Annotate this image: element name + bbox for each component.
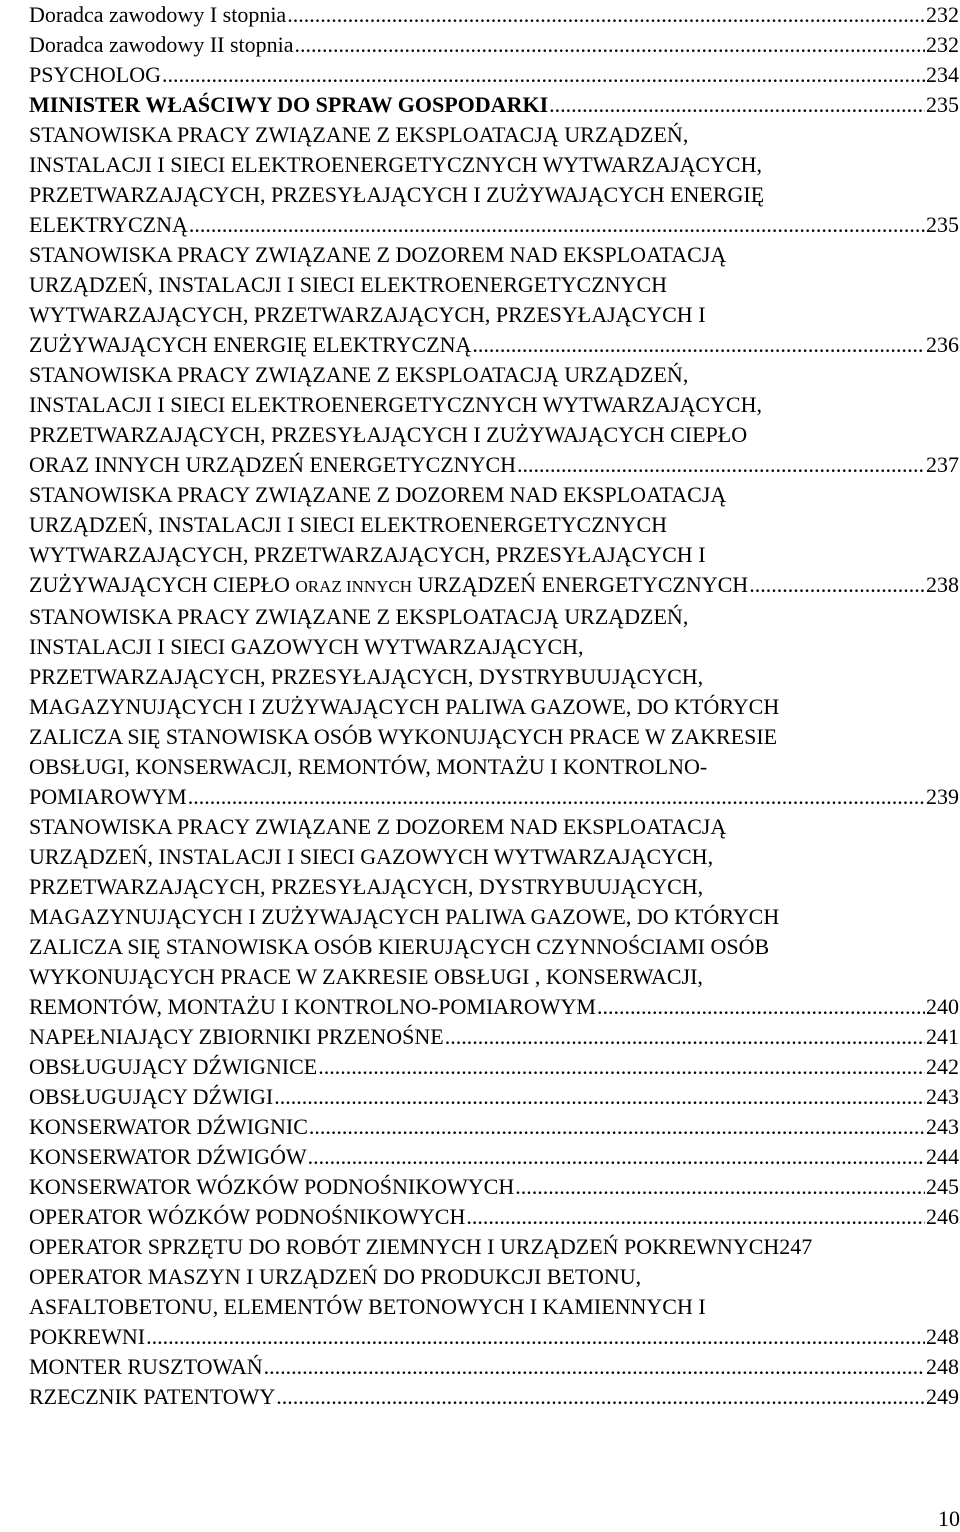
toc-entry-title: OPERATOR SPRZĘTU DO ROBÓT ZIEMNYCH I URZĄDZEŃ POKREWNYCH (29, 1234, 780, 1259)
toc-entry-line (29, 1232, 959, 1262)
toc-entry-title: PSYCHOLOG (29, 62, 162, 87)
toc-entry-text-line: STANOWISKA PRACY ZWIĄZANE Z EKSPLOATACJĄ URZĄDZEŃ, (29, 122, 689, 147)
dot-leader (162, 60, 925, 90)
toc-entry-title: ORAZ INNYCH URZĄDZEŃ ENERGETYCZNYCH (29, 452, 517, 477)
toc-entry-text-line: OBSŁUGI, KONSERWACJI, REMONTÓW, MONTAŻU I KONTROLNO- (29, 754, 708, 779)
toc-entry-title: OBSŁUGUJĄCY DŹWIGNICE (29, 1054, 318, 1079)
toc-entry-text-line: PRZETWARZAJĄCYCH, PRZESYŁAJĄCYCH I ZUŻYWAJĄCYCH CIEPŁO (29, 422, 748, 447)
toc-entry-line (29, 330, 959, 360)
toc-entry-title: POKREWNI (29, 1324, 146, 1349)
toc-entry-title: RZECZNIK PATENTOWY (29, 1384, 276, 1409)
toc-entry-text-line: URZĄDZEŃ, INSTALACJI I SIECI ELEKTROENERGETYCZNYCH (29, 512, 668, 537)
dot-leader (287, 0, 925, 30)
toc-entry-line (29, 782, 959, 812)
toc-entry[interactable] (29, 120, 959, 240)
dot-leader (445, 1022, 925, 1052)
toc-page-number: 246 (926, 1204, 959, 1229)
toc-entry-text-line: URZĄDZEŃ, INSTALACJI I SIECI ELEKTROENERGETYCZNYCH (29, 272, 668, 297)
toc-entry[interactable] (29, 0, 959, 30)
toc-page-number: 247 (779, 1234, 813, 1259)
toc-entry[interactable] (29, 812, 959, 1022)
toc-entry-text-line: MAGAZYNUJĄCYCH I ZUŻYWAJĄCYCH PALIWA GAZOWE, DO KTÓRYCH (29, 904, 780, 929)
toc-entry[interactable] (29, 1352, 959, 1382)
toc-page-number: 235 (926, 212, 959, 237)
toc-entry-title: MINISTER WŁAŚCIWY DO SPRAW GOSPODARKI (29, 92, 549, 117)
toc-entry-text-line: INSTALACJI I SIECI ELEKTROENERGETYCZNYCH WYTWARZAJĄCYCH, (29, 152, 762, 177)
toc-page-number: 237 (926, 452, 959, 477)
toc-entry-line (29, 1382, 959, 1412)
toc-page-number: 238 (926, 572, 959, 597)
toc-entry-line (29, 992, 959, 1022)
toc-entry-title: ZUŻYWAJĄCYCH ENERGIĘ ELEKTRYCZNĄ (29, 332, 472, 357)
toc-entry-text-line: STANOWISKA PRACY ZWIĄZANE Z DOZOREM NAD EKSPLOATACJĄ (29, 242, 727, 267)
toc-page-number: 245 (926, 1174, 959, 1199)
toc-entry-text-line: URZĄDZEŃ, INSTALACJI I SIECI GAZOWYCH WYTWARZAJĄCYCH, (29, 844, 714, 869)
toc-page-number: 243 (926, 1114, 959, 1139)
toc-entry-line (29, 60, 959, 90)
toc-entry-title: Doradca zawodowy II stopnia (29, 32, 294, 57)
toc-entry-text-line: ASFALTOBETONU, ELEMENTÓW BETONOWYCH I KAMIENNYCH I (29, 1294, 706, 1319)
toc-entry-line (29, 570, 959, 602)
toc-entry-line (29, 30, 959, 60)
dot-leader (264, 1352, 925, 1382)
page-number: 10 (938, 1506, 960, 1531)
toc-entry[interactable] (29, 30, 959, 60)
dot-leader (517, 450, 925, 480)
toc-entry-text-line: ZALICZA SIĘ STANOWISKA OSÓB KIERUJĄCYCH CZYNNOŚCIAMI OSÓB (29, 934, 770, 959)
toc-entry-title: REMONTÓW, MONTAŻU I KONTROLNO-POMIAROWYM (29, 994, 596, 1019)
toc-entry-title: MONTER RUSZTOWAŃ (29, 1354, 263, 1379)
toc-entry-title: OPERATOR WÓZKÓW PODNOŚNIKOWYCH (29, 1204, 466, 1229)
toc-entry[interactable] (29, 1262, 959, 1352)
toc-entry-title: ELEKTRYCZNĄ (29, 212, 188, 237)
toc-page-number: 240 (926, 994, 959, 1019)
toc-page-number: 232 (926, 2, 959, 27)
toc-page-number: 232 (926, 32, 959, 57)
table-of-contents (29, 0, 959, 1412)
dot-leader (318, 1052, 925, 1082)
toc-entry[interactable] (29, 1202, 959, 1232)
dot-leader (549, 90, 925, 120)
dot-leader (146, 1322, 925, 1352)
dot-leader (276, 1382, 925, 1412)
toc-entry-text-line: INSTALACJI I SIECI ELEKTROENERGETYCZNYCH WYTWARZAJĄCYCH, (29, 392, 762, 417)
toc-entry-text-line: STANOWISKA PRACY ZWIĄZANE Z DOZOREM NAD EKSPLOATACJĄ (29, 482, 727, 507)
toc-entry[interactable] (29, 602, 959, 812)
toc-entry-text-line: STANOWISKA PRACY ZWIĄZANE Z DOZOREM NAD EKSPLOATACJĄ (29, 814, 727, 839)
dot-leader (189, 210, 925, 240)
toc-page-number: 249 (926, 1384, 959, 1409)
toc-page-number: 241 (926, 1024, 959, 1049)
toc-entry-line (29, 1142, 959, 1172)
toc-entry-line (29, 0, 959, 30)
dot-leader (466, 1202, 925, 1232)
toc-entry-title: POMIAROWYM (29, 784, 187, 809)
toc-page-number: 236 (926, 332, 959, 357)
toc-entry-line (29, 1322, 959, 1352)
dot-leader (597, 992, 925, 1022)
toc-entry-title: NAPEŁNIAJĄCY ZBIORNIKI PRZENOŚNE (29, 1024, 444, 1049)
toc-entry-line (29, 1172, 959, 1202)
toc-entry-title (29, 570, 748, 602)
dot-leader (515, 1172, 925, 1202)
toc-entry-text-line: WYKONUJĄCYCH PRACE W ZAKRESIE OBSŁUGI , KONSERWACJI, (29, 964, 703, 989)
toc-entry[interactable] (29, 480, 959, 602)
toc-entry-text-line: ZALICZA SIĘ STANOWISKA OSÓB WYKONUJĄCYCH PRACE W ZAKRESIE (29, 724, 778, 749)
toc-entry-text-line: WYTWARZAJĄCYCH, PRZETWARZAJĄCYCH, PRZESYŁAJĄCYCH I (29, 542, 706, 567)
toc-entry-line (29, 1022, 959, 1052)
toc-entry-title-part: ZUŻYWAJĄCYCH CIEPŁO (29, 572, 296, 597)
toc-entry-text-line: PRZETWARZAJĄCYCH, PRZESYŁAJĄCYCH I ZUŻYWAJĄCYCH ENERGIĘ (29, 182, 765, 207)
toc-entry[interactable] (29, 60, 959, 90)
toc-page-number: 244 (926, 1144, 959, 1169)
toc-entry-line (29, 90, 959, 120)
toc-entry[interactable] (29, 1172, 959, 1202)
dot-leader (749, 570, 925, 600)
toc-entry-text-line: WYTWARZAJĄCYCH, PRZETWARZAJĄCYCH, PRZESYŁAJĄCYCH I (29, 302, 706, 327)
toc-entry-text-line: STANOWISKA PRACY ZWIĄZANE Z EKSPLOATACJĄ URZĄDZEŃ, (29, 604, 689, 629)
toc-page-number: 248 (926, 1354, 959, 1379)
toc-entry-line (29, 1082, 959, 1112)
dot-leader (274, 1082, 925, 1112)
toc-entry-line (29, 1352, 959, 1382)
toc-page-number: 248 (926, 1324, 959, 1349)
toc-entry[interactable] (29, 360, 959, 480)
toc-entry-line (29, 1202, 959, 1232)
toc-entry-text-line: OPERATOR MASZYN I URZĄDZEŃ DO PRODUKCJI BETONU, (29, 1264, 642, 1289)
dot-leader (188, 782, 925, 812)
toc-entry-line (29, 450, 959, 480)
toc-entry-title: KONSERWATOR DŹWIGNIC (29, 1114, 308, 1139)
toc-entry-line (29, 1112, 959, 1142)
toc-entry[interactable] (29, 240, 959, 360)
toc-page-number: 235 (926, 92, 959, 117)
toc-entry-title: Doradca zawodowy I stopnia (29, 2, 287, 27)
toc-entry-text-line: PRZETWARZAJĄCYCH, PRZESYŁAJĄCYCH, DYSTRYBUUJĄCYCH, (29, 664, 704, 689)
toc-entry[interactable] (29, 1112, 959, 1142)
toc-entry-line (29, 210, 959, 240)
toc-page-number: 242 (926, 1054, 959, 1079)
toc-entry-title-part-small: ORAZ INNYCH (295, 577, 413, 596)
toc-entry-text-line: INSTALACJI I SIECI GAZOWYCH WYTWARZAJĄCYCH, (29, 634, 584, 659)
dot-leader (308, 1142, 925, 1172)
dot-leader (295, 30, 925, 60)
dot-leader (309, 1112, 925, 1142)
toc-page-number: 234 (926, 62, 959, 87)
toc-entry-title: KONSERWATOR DŹWIGÓW (29, 1144, 307, 1169)
toc-entry-text-line: MAGAZYNUJĄCYCH I ZUŻYWAJĄCYCH PALIWA GAZOWE, DO KTÓRYCH (29, 694, 780, 719)
toc-entry-text-line: PRZETWARZAJĄCYCH, PRZESYŁAJĄCYCH, DYSTRYBUUJĄCYCH, (29, 874, 704, 899)
toc-page-number: 243 (926, 1084, 959, 1109)
toc-entry[interactable] (29, 1382, 959, 1412)
toc-page-number: 239 (926, 784, 959, 809)
toc-entry[interactable] (29, 1232, 959, 1262)
toc-entry-title: OBSŁUGUJĄCY DŹWIGI (29, 1084, 274, 1109)
toc-entry-heading[interactable] (29, 90, 959, 120)
toc-entry-title: KONSERWATOR WÓZKÓW PODNOŚNIKOWYCH (29, 1174, 515, 1199)
toc-entry[interactable] (29, 1082, 959, 1112)
toc-entry-title-part: URZĄDZEŃ ENERGETYCZNYCH (412, 572, 749, 597)
toc-entry[interactable] (29, 1052, 959, 1082)
toc-entry[interactable] (29, 1142, 959, 1172)
toc-entry-text-line: STANOWISKA PRACY ZWIĄZANE Z EKSPLOATACJĄ URZĄDZEŃ, (29, 362, 689, 387)
dot-leader (472, 330, 925, 360)
toc-entry-line (29, 1052, 959, 1082)
toc-entry[interactable] (29, 1022, 959, 1052)
